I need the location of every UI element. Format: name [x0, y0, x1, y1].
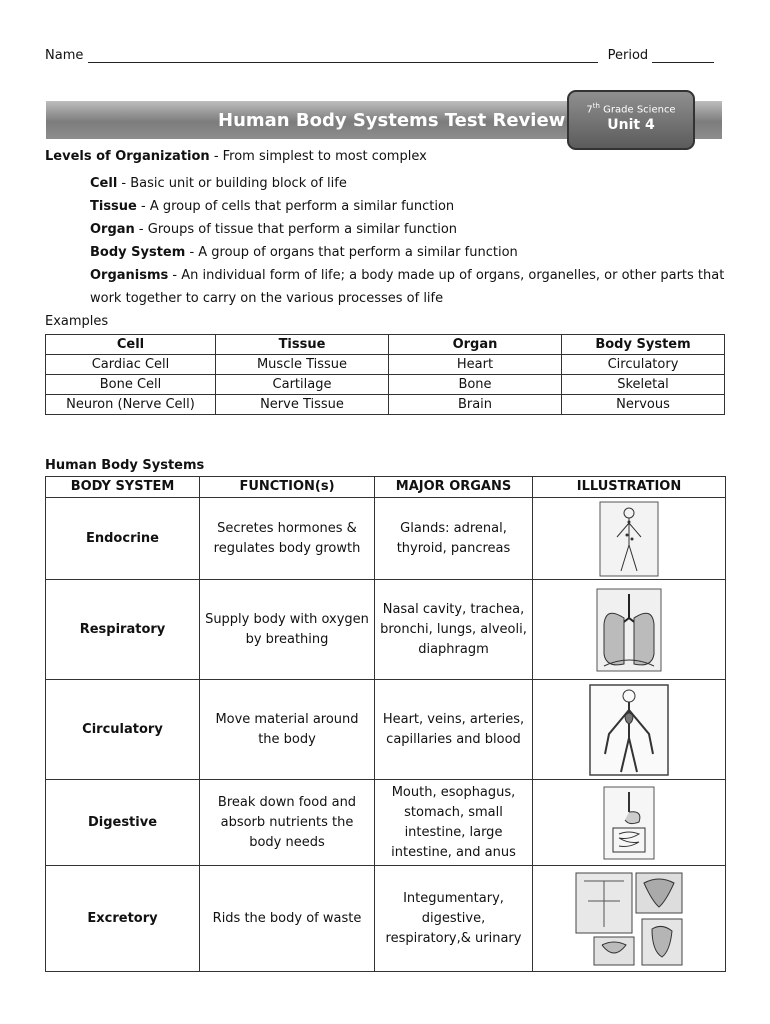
table-header-row: [46, 477, 726, 498]
definition-organ: Organ - Groups of tissue that perform a similar function: [90, 222, 458, 237]
column-header: Body System: [562, 335, 725, 355]
column-header: ILLUSTRATION: [533, 477, 726, 498]
table-cell: Cartilage: [216, 375, 389, 395]
function-cell: Move material around the body: [200, 680, 375, 780]
organs-cell: Mouth, esophagus, stomach, small intestine, large intestine, and anus: [375, 780, 533, 866]
table-cell: Nerve Tissue: [216, 395, 389, 415]
table-row: [46, 355, 725, 375]
definition-body-system: Body System - A group of organs that perform a similar function: [90, 245, 518, 260]
table-row: [46, 498, 726, 580]
period-label: Period: [607, 48, 649, 63]
table-cell: Circulatory: [562, 355, 725, 375]
definition-organisms: Organisms - An individual form of life; a body made up of organs, organelles, or other parts that: [90, 268, 725, 283]
system-name: Circulatory: [46, 680, 200, 780]
illustration-cell: [533, 780, 726, 866]
unit-badge: [567, 90, 695, 150]
examples-label: Examples: [45, 314, 109, 329]
column-header: Tissue: [216, 335, 389, 355]
definition-cell: Cell - Basic unit or building block of life: [90, 176, 347, 191]
function-cell: Break down food and absorb nutrients the body needs: [200, 780, 375, 866]
organs-cell: Integumentary, digestive, respiratory,& urinary: [375, 866, 533, 972]
table-cell: Cardiac Cell: [46, 355, 216, 375]
table-cell: Heart: [389, 355, 562, 375]
organs-cell: Heart, veins, arteries, capillaries and blood: [375, 680, 533, 780]
table-row: [46, 680, 726, 780]
column-header: Cell: [46, 335, 216, 355]
function-cell: Secretes hormones & regulates body growth: [200, 498, 375, 580]
definition-organisms-continued: work together to carry on the various processes of life: [90, 291, 444, 306]
endocrine-illustration-icon: [599, 501, 659, 577]
digestive-illustration-icon: [603, 786, 655, 860]
body-systems-table: [45, 476, 726, 972]
table-row: [46, 866, 726, 972]
illustration-cell: [533, 498, 726, 580]
definition-tissue: Tissue - A group of cells that perform a similar function: [90, 199, 455, 214]
examples-table: [45, 334, 725, 415]
name-period-line: [45, 48, 714, 63]
system-name: Digestive: [46, 780, 200, 866]
period-field[interactable]: [652, 48, 714, 63]
table-cell: Neuron (Nerve Cell): [46, 395, 216, 415]
table-cell: Brain: [389, 395, 562, 415]
system-name: Excretory: [46, 866, 200, 972]
organs-cell: Glands: adrenal, thyroid, pancreas: [375, 498, 533, 580]
column-header: FUNCTION(s): [200, 477, 375, 498]
table-cell: Nervous: [562, 395, 725, 415]
table-row: [46, 395, 725, 415]
illustration-cell: [533, 680, 726, 780]
illustration-cell: [533, 866, 726, 972]
circulatory-illustration-icon: [589, 684, 669, 776]
table-cell: Muscle Tissue: [216, 355, 389, 375]
table-cell: Bone: [389, 375, 562, 395]
function-cell: Rids the body of waste: [200, 866, 375, 972]
table-row: [46, 580, 726, 680]
table-cell: Skeletal: [562, 375, 725, 395]
system-name: Respiratory: [46, 580, 200, 680]
table-header-row: [46, 335, 725, 355]
column-header: MAJOR ORGANS: [375, 477, 533, 498]
table-row: [46, 780, 726, 866]
organs-cell: Nasal cavity, trachea, bronchi, lungs, alveoli, diaphragm: [375, 580, 533, 680]
grade-label: 7th Grade Science: [586, 102, 676, 116]
respiratory-illustration-icon: [596, 588, 662, 672]
table-cell: Bone Cell: [46, 375, 216, 395]
unit-label: Unit 4: [607, 117, 655, 134]
name-field[interactable]: [88, 48, 598, 63]
illustration-cell: [533, 580, 726, 680]
column-header: BODY SYSTEM: [46, 477, 200, 498]
function-cell: Supply body with oxygen by breathing: [200, 580, 375, 680]
system-name: Endocrine: [46, 498, 200, 580]
page-title: Human Body Systems Test Review: [218, 110, 566, 131]
name-label: Name: [45, 48, 84, 63]
column-header: Organ: [389, 335, 562, 355]
body-systems-label: Human Body Systems: [45, 458, 205, 473]
excretory-illustration-icon: [574, 871, 684, 967]
levels-heading: Levels of Organization - From simplest to most complex: [45, 149, 427, 164]
table-row: [46, 375, 725, 395]
